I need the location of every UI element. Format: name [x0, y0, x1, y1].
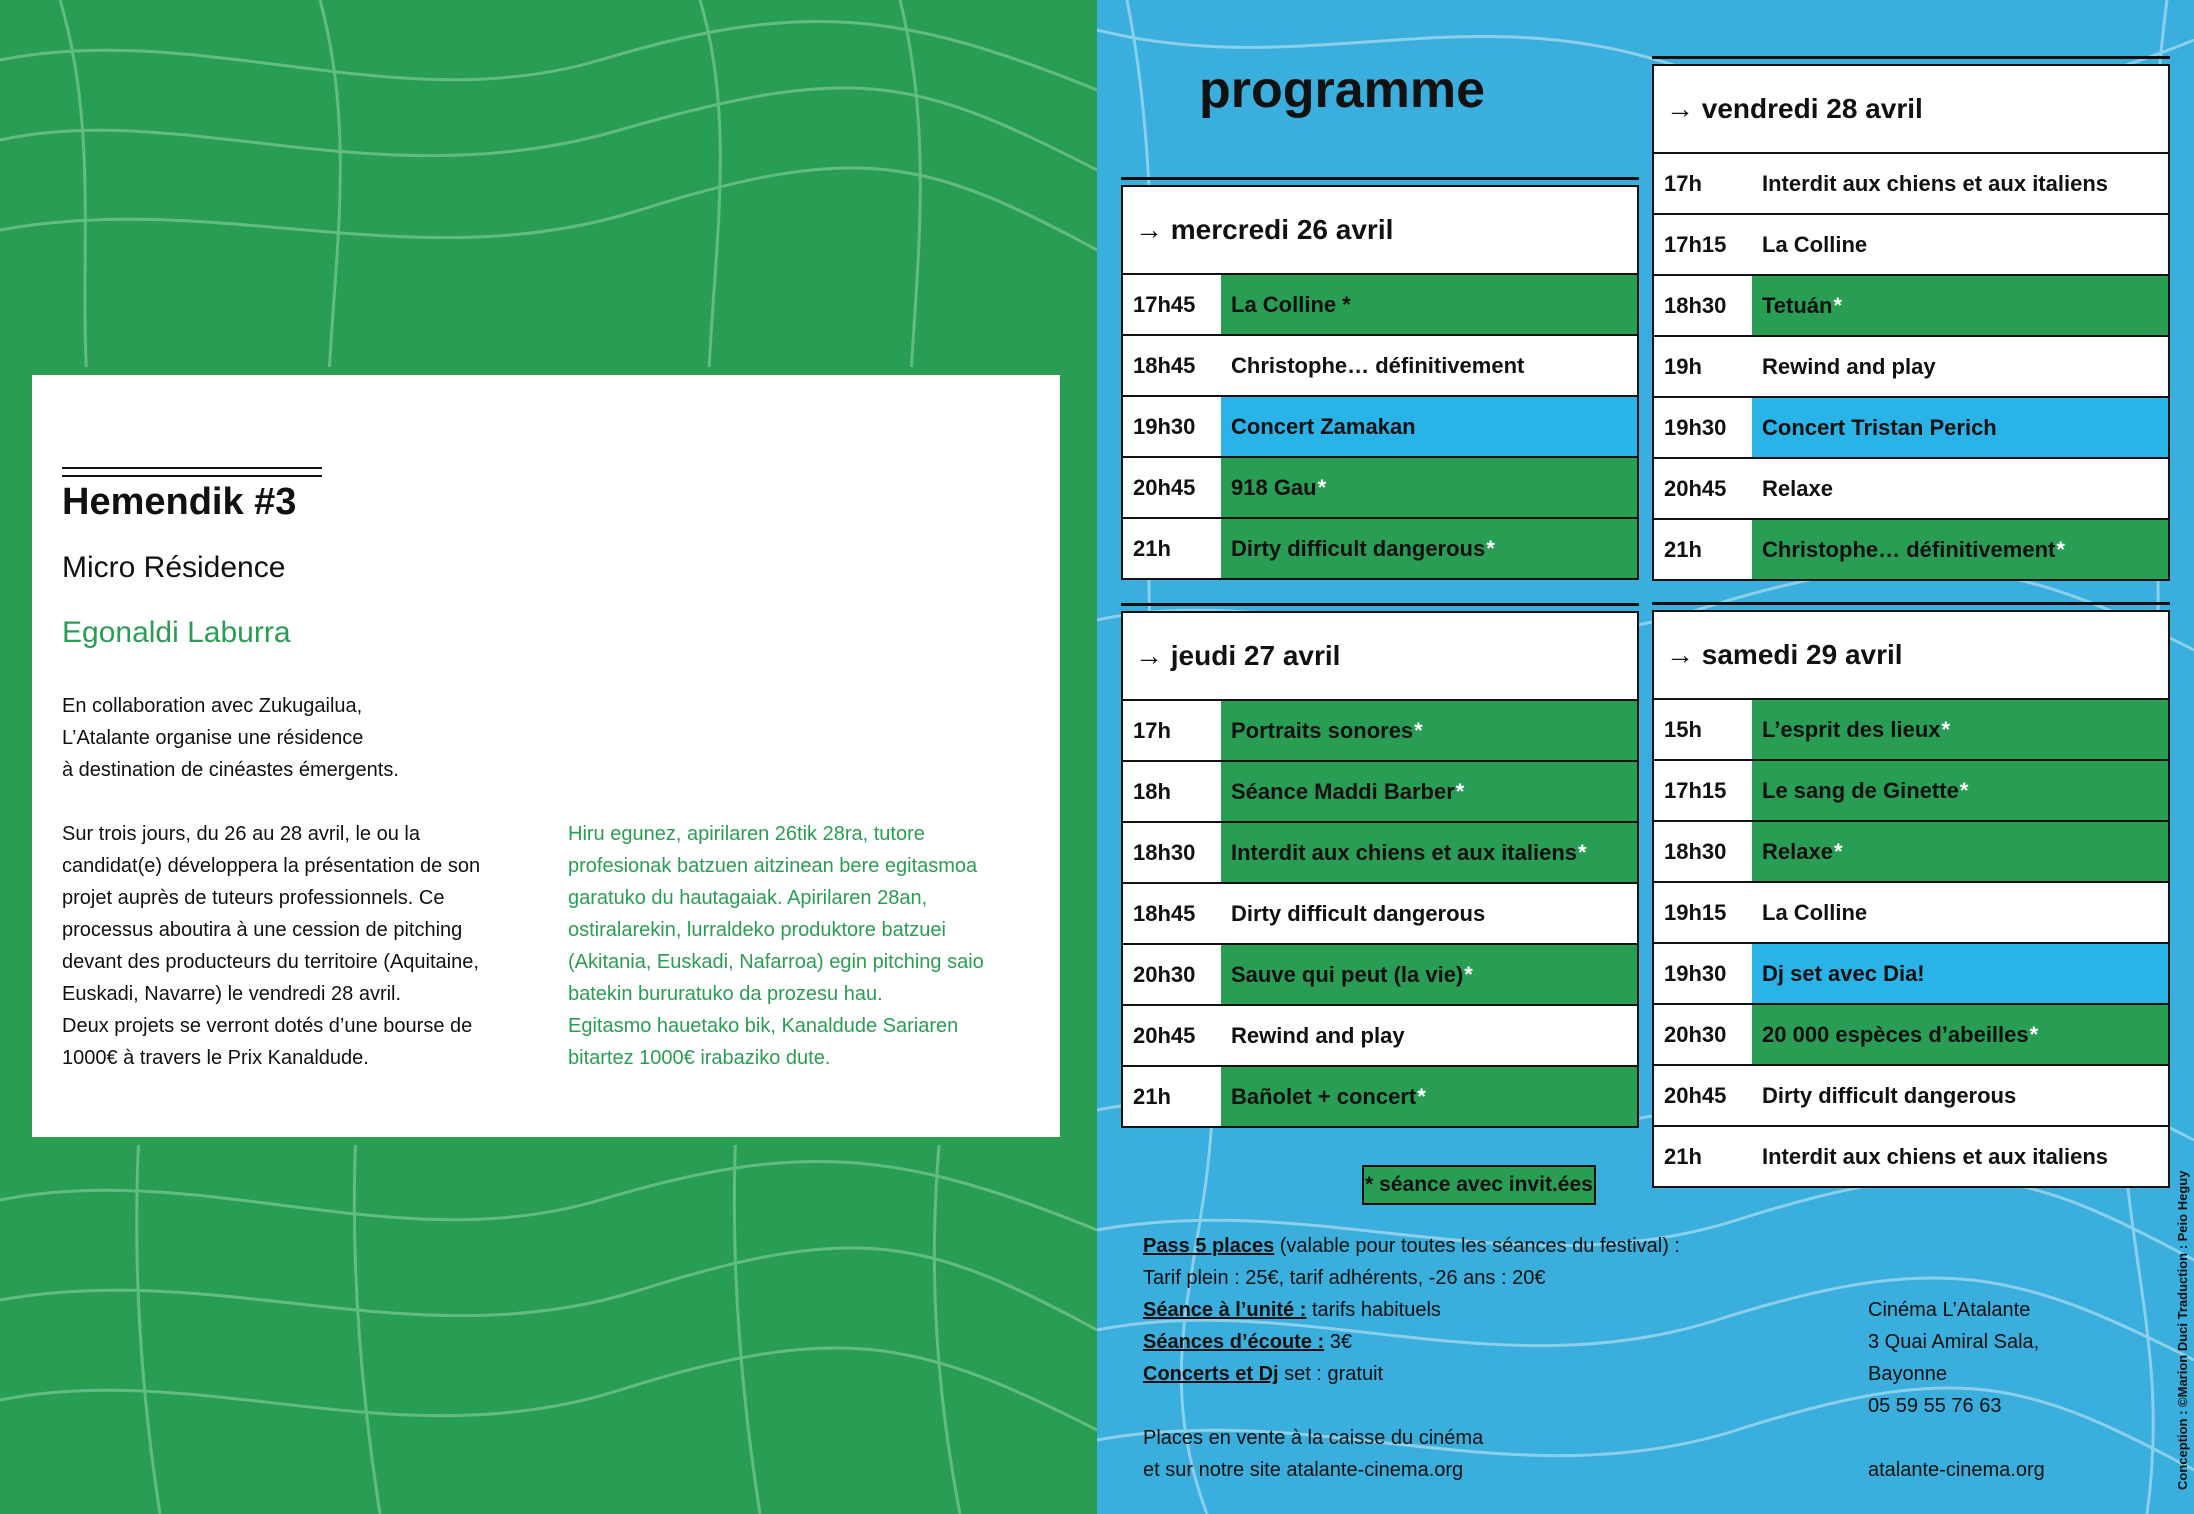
screening-film: [1221, 884, 1637, 943]
website-link[interactable]: atalante-cinema.org: [1868, 1459, 2045, 1481]
day-card-jeudi: [1121, 611, 1639, 1128]
film-title: Dj set avec Dia!: [1762, 960, 1925, 986]
cinema-website[interactable]: [1868, 1454, 2045, 1486]
screening-row: [1654, 822, 2168, 883]
screening-row: [1654, 1066, 2168, 1127]
day-heading: → samedi 29 avril: [1654, 612, 2168, 700]
film-title: La Colline: [1762, 899, 1868, 925]
ecoute-text: 3€: [1324, 1331, 1352, 1353]
film-title: La Colline *: [1231, 291, 1351, 317]
film-title: Rewind and play: [1762, 353, 1936, 379]
fr-line: projet auprès de tuteurs professionnels. Ce: [62, 887, 445, 909]
screening-film: [1752, 154, 2168, 213]
screening-film: [1752, 700, 2168, 759]
screening-row: [1654, 276, 2168, 337]
eu-line: Hiru egunez, apirilaren 26tik 28ra, tutore: [568, 823, 925, 845]
screening-film: [1221, 1006, 1637, 1065]
screening-row: [1123, 519, 1637, 578]
cinema-street: 3 Quai Amiral Sala,: [1868, 1331, 2040, 1353]
sale-line: et sur notre site atalante-cinema.org: [1143, 1459, 1464, 1481]
screening-time: 18h45: [1123, 884, 1221, 943]
day-card-topline: [1652, 602, 2170, 605]
screening-film: [1221, 336, 1637, 395]
eu-line: profesionak batzuen aitzinean bere egitasmoa: [568, 855, 978, 877]
day-card-topline: [1652, 56, 2170, 59]
film-title: Interdit aux chiens et aux italiens: [1762, 170, 2108, 196]
film-title: Dirty difficult dangerous: [1762, 1082, 2017, 1108]
intro-line: L’Atalante organise une résidence: [62, 727, 364, 749]
eu-line: ostiralarekin, lurraldeko produktore batzuei: [568, 919, 946, 941]
screening-time: 20h45: [1123, 458, 1221, 517]
screening-time: 20h30: [1654, 1005, 1752, 1064]
screening-row: [1654, 944, 2168, 1005]
cinema-address: [1868, 1294, 2039, 1422]
screening-time: 20h30: [1123, 945, 1221, 1004]
guest-asterisk: *: [1578, 839, 1587, 865]
film-title: Sauve qui peut (la vie): [1231, 961, 1464, 987]
guest-asterisk: *: [1417, 1083, 1426, 1109]
screening-row: [1654, 761, 2168, 822]
screening-film: [1221, 275, 1637, 334]
screening-film: [1752, 944, 2168, 1003]
film-title: Interdit aux chiens et aux italiens: [1231, 839, 1577, 865]
screening-time: 21h: [1654, 520, 1752, 579]
film-title: L’esprit des lieux: [1762, 716, 1941, 742]
screening-film: [1752, 276, 2168, 335]
intro-line: En collaboration avec Zukugailua,: [62, 695, 363, 717]
pricing-info: [1143, 1230, 1680, 1390]
screening-row: [1123, 458, 1637, 519]
fr-line: candidat(e) développera la présentation de son: [62, 855, 481, 877]
film-title: Dirty difficult dangerous: [1231, 900, 1486, 926]
day-heading: → vendredi 28 avril: [1654, 66, 2168, 154]
screening-row: [1123, 762, 1637, 823]
fr-line: processus aboutira à une cession de pitching: [62, 919, 463, 941]
screening-row: [1654, 1005, 2168, 1066]
unit-text: tarifs habituels: [1306, 1299, 1441, 1321]
eu-line: (Akitania, Euskadi, Nafarroa) egin pitching saio: [568, 951, 984, 973]
eu-line: bitartez 1000€ irabaziko dute.: [568, 1047, 831, 1069]
day-rows: [1123, 701, 1637, 1126]
film-title: Bañolet + concert: [1231, 1083, 1417, 1109]
screening-row: [1123, 397, 1637, 458]
day-rows: [1654, 700, 2168, 1186]
screening-time: 19h: [1654, 337, 1752, 396]
screening-time: 18h: [1123, 762, 1221, 821]
sale-line: Places en vente à la caisse du cinéma: [1143, 1427, 1484, 1449]
screening-row: [1123, 701, 1637, 762]
guest-asterisk: *: [1959, 777, 1969, 803]
screening-row: [1654, 154, 2168, 215]
screening-row: [1123, 275, 1637, 336]
screening-row: [1654, 398, 2168, 459]
residence-card: [24, 367, 1068, 1145]
day-heading: → mercredi 26 avril: [1123, 187, 1637, 275]
unit-label: Séance à l’unité :: [1143, 1299, 1307, 1321]
sales-info: [1143, 1422, 1483, 1486]
basque-paragraph: [568, 818, 984, 1074]
film-title: Portraits sonores: [1231, 717, 1414, 743]
eu-line: garatuko du hautagaiak. Apirilaren 28an,: [568, 887, 928, 909]
screening-film: [1221, 397, 1637, 456]
film-title: Concert Tristan Perich: [1762, 414, 1997, 440]
screening-film: [1221, 701, 1637, 760]
screening-film: [1752, 459, 2168, 518]
screening-time: 17h: [1123, 701, 1221, 760]
film-title: La Colline: [1762, 231, 1868, 257]
concert-text: set : gratuit: [1278, 1363, 1384, 1385]
film-title: Séance Maddi Barber: [1231, 778, 1455, 804]
film-title: Rewind and play: [1231, 1022, 1405, 1048]
day-card-topline: [1121, 177, 1639, 180]
cinema-phone: 05 59 55 76 63: [1868, 1395, 2002, 1417]
screening-film: [1221, 519, 1637, 578]
subtitle-fr: Micro Résidence: [62, 551, 286, 584]
day-card-topline: [1121, 603, 1639, 606]
screening-film: [1752, 883, 2168, 942]
guest-asterisk: *: [1414, 717, 1423, 743]
screening-film: [1221, 762, 1637, 821]
guest-asterisk: *: [2029, 1021, 2039, 1047]
screening-film: [1221, 823, 1637, 882]
screening-film: [1752, 398, 2168, 457]
screening-time: 17h15: [1654, 761, 1752, 820]
guest-asterisk: *: [1941, 716, 1951, 742]
fr-line: Sur trois jours, du 26 au 28 avril, le ou la: [62, 823, 420, 845]
guest-legend: * séance avec invit.ées: [1362, 1165, 1596, 1205]
screening-film: [1752, 761, 2168, 820]
day-heading: → jeudi 27 avril: [1123, 613, 1637, 701]
ecoute-label: Séances d’écoute :: [1143, 1331, 1325, 1353]
fr-line: 1000€ à travers le Prix Kanaldude.: [62, 1047, 369, 1069]
film-title: Relaxe: [1762, 838, 1833, 864]
fr-line: Euskadi, Navarre) le vendredi 28 avril.: [62, 983, 402, 1005]
design-credit: Conception : ©Marion Duci Traduction : Peio Heguy: [2175, 1170, 2190, 1490]
film-title: 20 000 espèces d’abeilles: [1762, 1021, 2029, 1047]
screening-time: 18h30: [1123, 823, 1221, 882]
film-title: Christophe… définitivement: [1231, 352, 1525, 378]
screening-time: 20h45: [1654, 459, 1752, 518]
right-panel: [1097, 0, 2194, 1514]
screening-time: 19h15: [1654, 883, 1752, 942]
screening-row: [1654, 459, 2168, 520]
programme-title: programme: [1199, 61, 1486, 119]
guest-asterisk: *: [1833, 838, 1843, 864]
screening-row: [1123, 823, 1637, 884]
screening-time: 20h45: [1123, 1006, 1221, 1065]
fr-line: devant des producteurs du territoire (Aquitaine,: [62, 951, 479, 973]
screening-row: [1654, 883, 2168, 944]
screening-row: [1123, 1006, 1637, 1067]
card-title: Hemendik #3: [62, 481, 297, 523]
cinema-city: Bayonne: [1868, 1363, 1947, 1385]
screening-time: 18h45: [1123, 336, 1221, 395]
day-card-mercredi: [1121, 185, 1639, 580]
cinema-name: Cinéma L’Atalante: [1868, 1299, 2031, 1321]
screening-row: [1654, 700, 2168, 761]
title-rule-top: [62, 467, 322, 469]
guest-asterisk: *: [1486, 535, 1495, 561]
day-card-vendredi: [1652, 64, 2170, 581]
guest-asterisk: *: [1464, 961, 1473, 987]
screening-time: 17h15: [1654, 215, 1752, 274]
film-title: 918 Gau: [1231, 474, 1317, 500]
screening-row: [1123, 336, 1637, 397]
screening-row: [1123, 884, 1637, 945]
screening-film: [1752, 215, 2168, 274]
screening-time: 15h: [1654, 700, 1752, 759]
screening-time: 19h30: [1654, 944, 1752, 1003]
french-paragraph: [62, 818, 480, 1074]
guest-asterisk: *: [1317, 474, 1327, 500]
film-title: Interdit aux chiens et aux italiens: [1762, 1143, 2108, 1169]
screening-row: [1654, 337, 2168, 398]
screening-time: 21h: [1123, 519, 1221, 578]
screening-row: [1123, 1067, 1637, 1126]
screening-film: [1752, 337, 2168, 396]
day-rows: [1654, 154, 2168, 579]
film-title: Tetuán: [1762, 292, 1833, 318]
pass-label: Pass 5 places: [1143, 1235, 1275, 1257]
screening-film: [1221, 458, 1637, 517]
screening-film: [1752, 822, 2168, 881]
screening-time: 18h30: [1654, 276, 1752, 335]
eu-line: Egitasmo hauetako bik, Kanaldude Sariaren: [568, 1015, 959, 1037]
pass-text: (valable pour toutes les séances du festival) :: [1274, 1235, 1680, 1257]
screening-row: [1123, 945, 1637, 1006]
guest-asterisk: *: [1455, 778, 1465, 804]
screening-time: 17h45: [1123, 275, 1221, 334]
eu-line: batekin bururatuko da prozesu hau.: [568, 983, 883, 1005]
film-title: Christophe… définitivement: [1762, 536, 2056, 562]
screening-film: [1752, 1066, 2168, 1125]
film-title: Relaxe: [1762, 475, 1833, 501]
screening-film: [1752, 1127, 2168, 1186]
screening-row: [1654, 1127, 2168, 1186]
screening-film: [1752, 520, 2168, 579]
screening-time: 21h: [1123, 1067, 1221, 1126]
title-rule-bottom: [62, 475, 322, 477]
screening-time: 18h30: [1654, 822, 1752, 881]
screening-time: 17h: [1654, 154, 1752, 213]
tarif-line: Tarif plein : 25€, tarif adhérents, -26 ans : 20€: [1143, 1267, 1546, 1289]
screening-time: 20h45: [1654, 1066, 1752, 1125]
screening-time: 19h30: [1123, 397, 1221, 456]
day-card-samedi: [1652, 610, 2170, 1188]
screening-row: [1654, 215, 2168, 276]
film-title: Concert Zamakan: [1231, 413, 1416, 439]
intro-line: à destination de cinéastes émergents.: [62, 759, 399, 781]
concert-label: Concerts et Dj: [1143, 1363, 1279, 1385]
screening-film: [1752, 1005, 2168, 1064]
guest-asterisk: *: [2056, 536, 2065, 562]
subtitle-eu: Egonaldi Laburra: [62, 616, 291, 649]
screening-film: [1221, 1067, 1637, 1126]
guest-asterisk: *: [1833, 292, 1843, 318]
day-rows: [1123, 275, 1637, 578]
fr-line: Deux projets se verront dotés d’une bourse de: [62, 1015, 473, 1037]
intro-paragraph: [62, 690, 399, 786]
screening-time: 19h30: [1654, 398, 1752, 457]
screening-film: [1221, 945, 1637, 1004]
screening-row: [1654, 520, 2168, 579]
film-title: Dirty difficult dangerous: [1231, 535, 1486, 561]
film-title: Le sang de Ginette: [1762, 777, 1959, 803]
screening-time: 21h: [1654, 1127, 1752, 1186]
